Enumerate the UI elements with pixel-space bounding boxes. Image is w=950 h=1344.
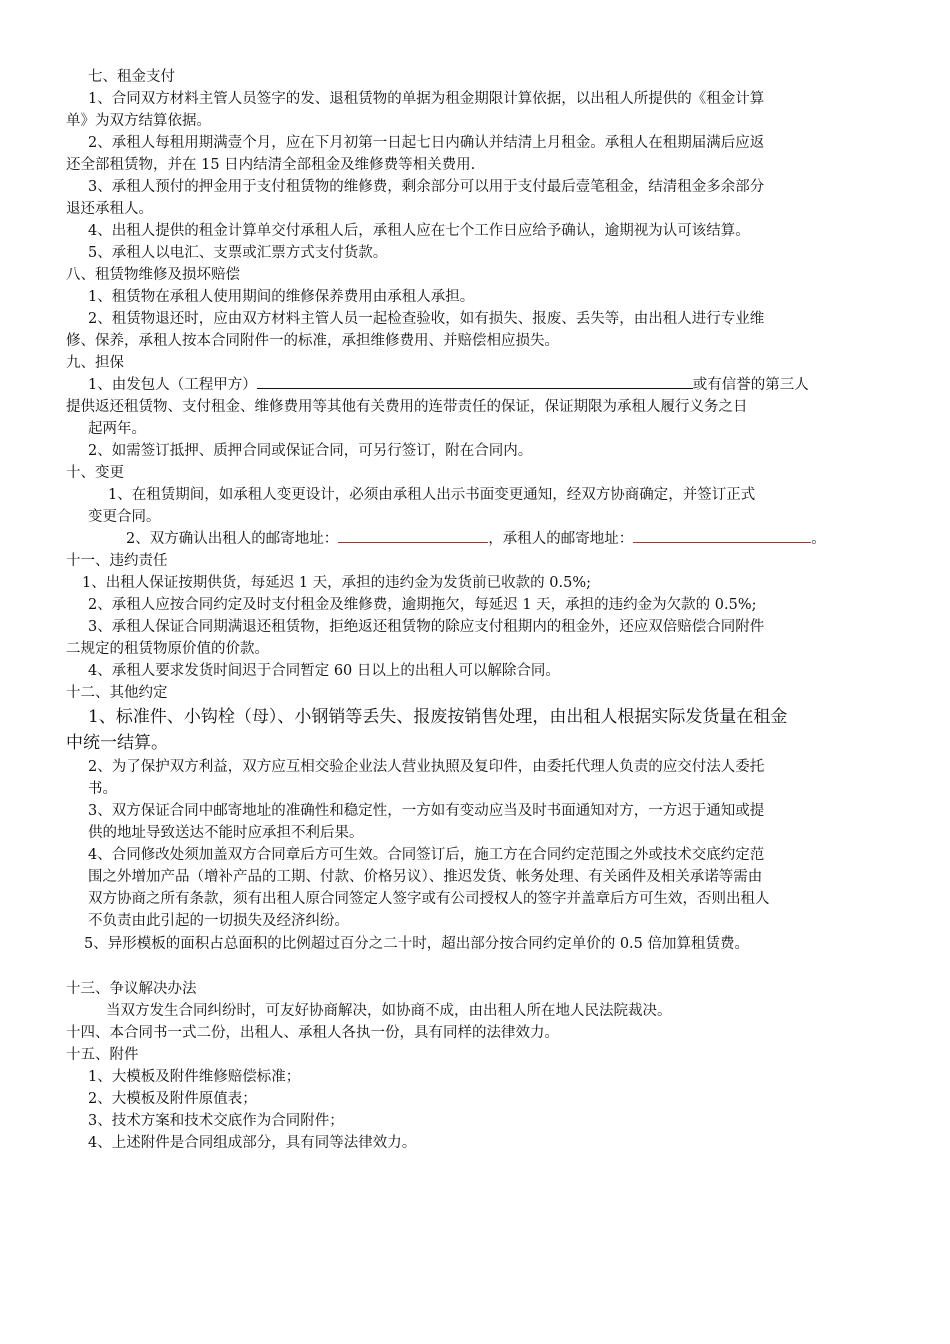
section-7-item-1: 1、合同双方材料主管人员签字的发、退租赁物的单据为租金期限计算依据，以出租人所提供的《租金计算 单》为双方结算依据。 (66, 91, 765, 129)
section-11-item-3: 3、承租人保证合同期满退还租赁物，拒绝返还租赁物的除应支付租期内的租金外，还应双倍赔偿合同附件 二规定的租赁物原价值的价款。 (66, 619, 765, 657)
attachment-item-4: 4、上述附件是合同组成部分，具有同等法律效力。 (88, 1135, 417, 1151)
section-11-item-1: 1、出租人保证按期供货，每延迟 1 天，承担的违约金为发货前已收款的 0.5%; (82, 575, 591, 591)
section-7-item-5: 5、承租人以电汇、支票或汇票方式支付货款。 (88, 245, 388, 261)
section-10-item-2: 2、双方确认出租人的邮寄地址： ，承租人的邮寄地址： 。 (66, 528, 886, 550)
guarantor-blank-field[interactable] (257, 374, 693, 389)
section-12-item-5: 5、异形模板的面积占总面积的比例超过百分之二十时，超出部分按合同约定单价的 0.5 倍加算租赁费。 (84, 936, 749, 952)
attachment-item-1: 1、大模板及附件维修赔偿标准； (88, 1069, 301, 1085)
attachment-item-3: 3、技术方案和技术交底作为合同附件； (88, 1113, 344, 1129)
section-8-item-1: 1、租赁物在承租人使用期间的维修保养费用由承租人承担。 (88, 289, 475, 305)
section-10-heading: 十、变更 (66, 465, 124, 481)
section-12-item-4: 4、合同修改处须加盖双方合同章后方可生效。合同签订后，施工方在合同约定范围之外或技术交底约定范 围之外增加产品（增补产品的工期、付款、价格另议）、推迟发货、帐务处理、有关函件及相关承诺等需由 双方协商之所有条款，须有出租人原合同签定人签字或有公司授权人的签字并盖章后方可生效，否则出租人 不负责由此引起的一切损失及经济纠纷。 (88, 847, 770, 929)
section-13-heading: 十三、争议解决办法 (66, 981, 197, 997)
section-9-heading: 九、担保 (66, 355, 124, 371)
section-13-text: 当双方发生合同纠纷时，可友好协商解决，如协商不成，由出租人所在地人民法院裁决。 (106, 1003, 672, 1019)
lessor-address-field[interactable] (338, 528, 488, 543)
section-15-heading: 十五、附件 (66, 1047, 139, 1063)
section-7-item-2: 2、承租人每租用期满壹个月，应在下月初第一日起七日内确认并结清上月租金。承租人在租期届满后应返 还全部租赁物，并在 15 日内结清全部租金及维修费等相关费用. (66, 135, 765, 173)
section-12-item-2: 2、为了保护双方利益，双方应互相交验企业法人营业执照及复印件，由委托代理人负责的应交付法人委托 书。 (88, 759, 765, 797)
section-9-item-2: 2、如需签订抵押、质押合同或保证合同，可另行签订，附在合同内。 (88, 443, 533, 459)
section-11-item-4: 4、承租人要求发货时间迟于合同暂定 60 日以上的出租人可以解除合同。 (88, 663, 560, 679)
section-9-item-1: 1、由发包人（工程甲方） 或有信誉的第三人 提供返还租赁物、支付租金、维修费用等其他有关费用的连带责任的保证，保证期限为承租人履行义务之日 起两年。 (66, 374, 886, 440)
section-12-item-1: 1、标准件、小钩栓（母）、小钢销等丢失、报废按销售处理，由出租人根据实际发货量在租金 中统一结算。 (66, 707, 788, 753)
section-8-item-2: 2、租赁物退还时，应由双方材料主管人员一起检查验收，如有损失、报废、丢失等，由出租人进行专业维 修、保养，承租人按本合同附件一的标准，承担维修费用、并赔偿相应损失。 (66, 311, 765, 349)
attachment-item-2: 2、大模板及附件原值表； (88, 1091, 257, 1107)
section-11-heading: 十一、违约责任 (66, 553, 168, 569)
section-7-item-4: 4、出租人提供的租金计算单交付承租人后，承租人应在七个工作日应给予确认，逾期视为认可该结算。 (88, 223, 750, 239)
lessee-address-field[interactable] (633, 528, 811, 543)
section-7-heading: 七、租金支付 (88, 69, 175, 85)
section-12-heading: 十二、其他约定 (66, 685, 168, 701)
section-12-item-3: 3、双方保证合同中邮寄地址的准确性和稳定性，一方如有变动应当及时书面通知对方，一方迟于通知或提 供的地址导致送达不能时应承担不利后果。 (88, 803, 765, 841)
section-11-item-2: 2、承租人应按合同约定及时支付租金及维修费，逾期拖欠，每延迟 1 天，承担的违约金为欠款的 0.5%; (88, 597, 757, 613)
section-8-heading: 八、租赁物维修及损坏赔偿 (66, 267, 240, 283)
contract-page (66, 66, 886, 1154)
section-7-item-3: 3、承租人预付的押金用于支付租赁物的维修费，剩余部分可以用于支付最后壹笔租金，结清租金多余部分 退还承租人。 (66, 179, 765, 217)
section-10-item-1: 1、在租赁期间，如承租人变更设计，必须由承租人出示书面变更通知，经双方协商确定，并签订正式 变更合同。 (88, 487, 756, 525)
section-14-heading: 十四、本合同书一式二份，出租人、承租人各执一份，具有同样的法律效力。 (66, 1025, 559, 1041)
